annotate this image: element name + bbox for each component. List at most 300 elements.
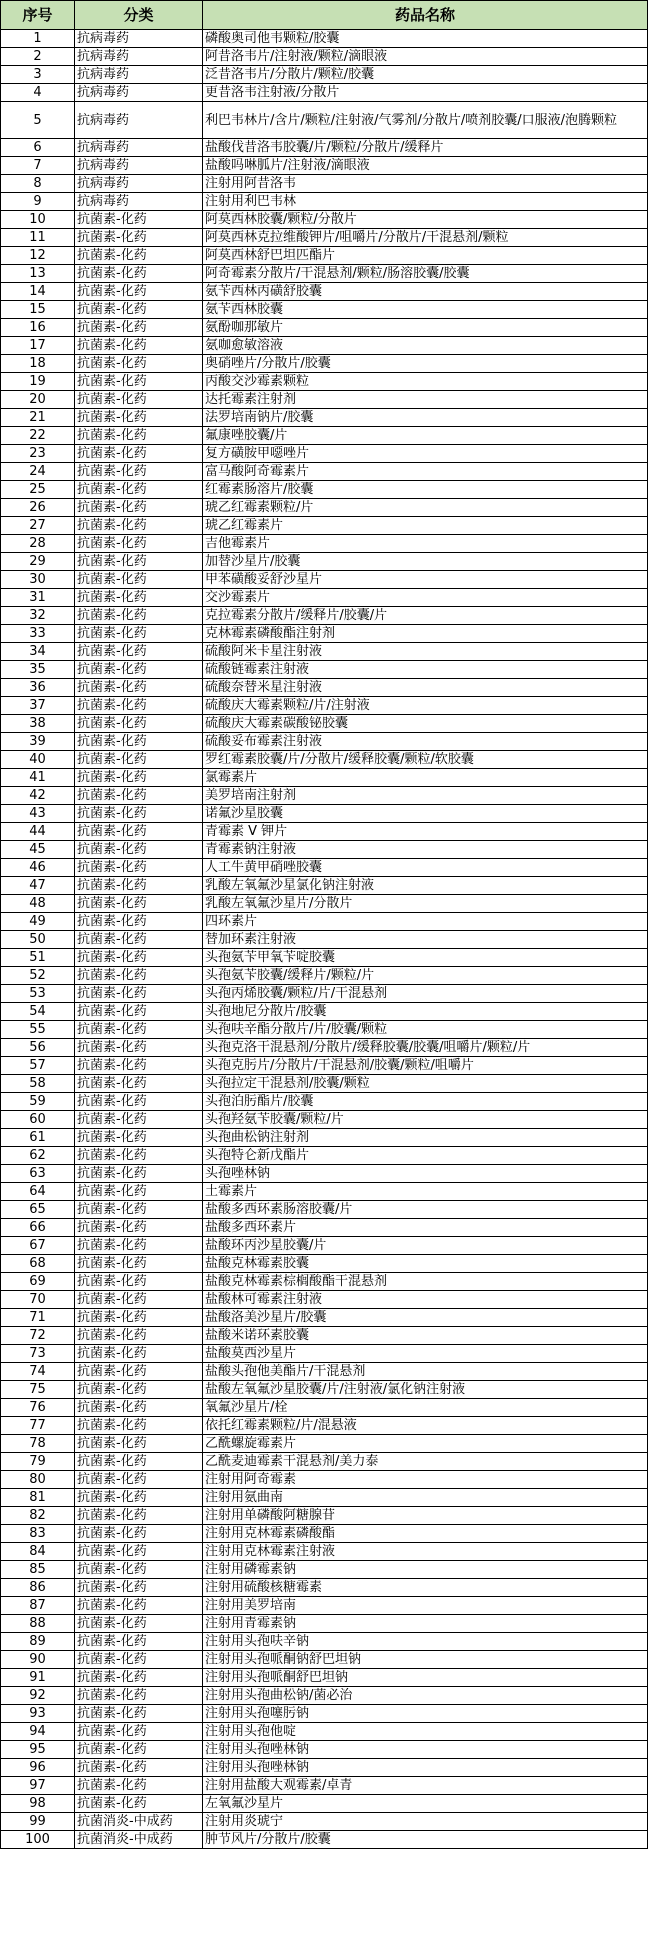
row-category: 抗菌素-化药	[75, 265, 203, 283]
row-drug-name: 硫酸妥布霉素注射液	[203, 733, 648, 751]
table-row	[1, 102, 648, 139]
row-index: 77	[1, 1417, 75, 1435]
table-row	[1, 1309, 648, 1327]
table-row	[1, 1093, 648, 1111]
row-index: 43	[1, 805, 75, 823]
table-row	[1, 1561, 648, 1579]
row-category: 抗菌素-化药	[75, 1669, 203, 1687]
row-category: 抗菌素-化药	[75, 1075, 203, 1093]
row-index: 2	[1, 48, 75, 66]
row-category: 抗菌素-化药	[75, 913, 203, 931]
row-drug-name: 头孢曲松钠注射剂	[203, 1129, 648, 1147]
row-index: 100	[1, 1831, 75, 1849]
row-drug-name: 注射用单磷酸阿糖腺苷	[203, 1507, 648, 1525]
table-row	[1, 193, 648, 211]
row-drug-name: 土霉素片	[203, 1183, 648, 1201]
table-row	[1, 913, 648, 931]
header-row	[1, 1, 648, 30]
table-row	[1, 643, 648, 661]
row-category: 抗菌素-化药	[75, 1309, 203, 1327]
table-row	[1, 301, 648, 319]
table-row	[1, 66, 648, 84]
row-index: 62	[1, 1147, 75, 1165]
row-index: 7	[1, 157, 75, 175]
row-drug-name: 青霉素钠注射液	[203, 841, 648, 859]
table-row	[1, 1327, 648, 1345]
table-row	[1, 1669, 648, 1687]
row-index: 87	[1, 1597, 75, 1615]
table-row	[1, 841, 648, 859]
row-drug-name: 头孢丙烯胶囊/颗粒/片/干混悬剂	[203, 985, 648, 1003]
row-category: 抗菌素-化药	[75, 571, 203, 589]
table-row	[1, 1777, 648, 1795]
row-drug-name: 硫酸奈替米星注射液	[203, 679, 648, 697]
row-drug-name: 注射用盐酸大观霉素/卓青	[203, 1777, 648, 1795]
row-category: 抗菌素-化药	[75, 769, 203, 787]
row-drug-name: 四环素片	[203, 913, 648, 931]
table-row	[1, 499, 648, 517]
row-category: 抗病毒药	[75, 193, 203, 211]
row-index: 33	[1, 625, 75, 643]
table-row	[1, 445, 648, 463]
row-index: 95	[1, 1741, 75, 1759]
row-index: 64	[1, 1183, 75, 1201]
table-row	[1, 337, 648, 355]
row-index: 20	[1, 391, 75, 409]
row-index: 15	[1, 301, 75, 319]
table-row	[1, 1759, 648, 1777]
table-row	[1, 715, 648, 733]
row-index: 13	[1, 265, 75, 283]
row-category: 抗菌素-化药	[75, 1453, 203, 1471]
row-category: 抗菌素-化药	[75, 1525, 203, 1543]
row-drug-name: 乳酸左氧氟沙星片/分散片	[203, 895, 648, 913]
row-index: 26	[1, 499, 75, 517]
row-drug-name: 注射用硫酸核糖霉素	[203, 1579, 648, 1597]
table-row	[1, 1183, 648, 1201]
row-drug-name: 依托红霉素颗粒/片/混悬液	[203, 1417, 648, 1435]
row-category: 抗菌素-化药	[75, 1723, 203, 1741]
row-drug-name: 富马酸阿奇霉素片	[203, 463, 648, 481]
row-category: 抗菌素-化药	[75, 1705, 203, 1723]
row-index: 72	[1, 1327, 75, 1345]
row-category: 抗菌素-化药	[75, 607, 203, 625]
row-index: 21	[1, 409, 75, 427]
row-category: 抗菌素-化药	[75, 1777, 203, 1795]
row-category: 抗菌素-化药	[75, 931, 203, 949]
row-index: 32	[1, 607, 75, 625]
table-row	[1, 1417, 648, 1435]
row-index: 60	[1, 1111, 75, 1129]
row-drug-name: 加替沙星片/胶囊	[203, 553, 648, 571]
row-index: 51	[1, 949, 75, 967]
row-category: 抗菌素-化药	[75, 553, 203, 571]
row-drug-name: 注射用阿昔洛韦	[203, 175, 648, 193]
row-index: 23	[1, 445, 75, 463]
row-index: 44	[1, 823, 75, 841]
row-index: 9	[1, 193, 75, 211]
row-drug-name: 注射用美罗培南	[203, 1597, 648, 1615]
row-drug-name: 氨咖愈敏溶液	[203, 337, 648, 355]
row-drug-name: 丙酸交沙霉素颗粒	[203, 373, 648, 391]
table-row	[1, 1687, 648, 1705]
row-category: 抗菌素-化药	[75, 1543, 203, 1561]
row-category: 抗菌素-化药	[75, 697, 203, 715]
row-index: 82	[1, 1507, 75, 1525]
table-row	[1, 1219, 648, 1237]
table-row	[1, 769, 648, 787]
row-drug-name: 盐酸克林霉素胶囊	[203, 1255, 648, 1273]
row-category: 抗菌素-化药	[75, 229, 203, 247]
row-category: 抗菌素-化药	[75, 1201, 203, 1219]
row-category: 抗病毒药	[75, 66, 203, 84]
table-row	[1, 1525, 648, 1543]
row-index: 12	[1, 247, 75, 265]
row-index: 97	[1, 1777, 75, 1795]
table-row	[1, 1381, 648, 1399]
row-category: 抗菌素-化药	[75, 1039, 203, 1057]
table-row	[1, 589, 648, 607]
table-row	[1, 1147, 648, 1165]
table-row	[1, 409, 648, 427]
table-row	[1, 1795, 648, 1813]
table-row	[1, 607, 648, 625]
row-category: 抗菌素-化药	[75, 535, 203, 553]
table-row	[1, 463, 648, 481]
row-category: 抗菌素-化药	[75, 877, 203, 895]
row-category: 抗菌素-化药	[75, 985, 203, 1003]
row-category: 抗菌素-化药	[75, 445, 203, 463]
row-index: 61	[1, 1129, 75, 1147]
row-index: 27	[1, 517, 75, 535]
row-category: 抗菌素-化药	[75, 355, 203, 373]
row-drug-name: 达托霉素注射剂	[203, 391, 648, 409]
row-index: 8	[1, 175, 75, 193]
row-category: 抗菌素-化药	[75, 895, 203, 913]
row-category: 抗菌素-化药	[75, 283, 203, 301]
row-drug-name: 盐酸多西环素肠溶胶囊/片	[203, 1201, 648, 1219]
row-drug-name: 盐酸多西环素片	[203, 1219, 648, 1237]
row-drug-name: 硫酸庆大霉素颗粒/片/注射液	[203, 697, 648, 715]
row-index: 52	[1, 967, 75, 985]
row-category: 抗菌素-化药	[75, 1183, 203, 1201]
row-drug-name: 氧氟沙星片/栓	[203, 1399, 648, 1417]
row-drug-name: 肿节风片/分散片/胶囊	[203, 1831, 648, 1849]
row-drug-name: 注射用头孢曲松钠/菌必治	[203, 1687, 648, 1705]
table-row	[1, 571, 648, 589]
table-row	[1, 805, 648, 823]
row-drug-name: 头孢拉定干混悬剂/胶囊/颗粒	[203, 1075, 648, 1093]
row-drug-name: 注射用头孢唑林钠	[203, 1759, 648, 1777]
table-row	[1, 1651, 648, 1669]
table-row	[1, 931, 648, 949]
table-row	[1, 553, 648, 571]
row-drug-name: 硫酸庆大霉素碳酸铋胶囊	[203, 715, 648, 733]
row-drug-name: 阿莫西林舒巴坦匹酯片	[203, 247, 648, 265]
row-index: 85	[1, 1561, 75, 1579]
row-drug-name: 利巴韦林片/含片/颗粒/注射液/气雾剂/分散片/喷剂胶囊/口服液/泡腾颗粒	[203, 102, 648, 139]
row-index: 79	[1, 1453, 75, 1471]
table-row	[1, 823, 648, 841]
row-drug-name: 法罗培南钠片/胶囊	[203, 409, 648, 427]
row-category: 抗菌素-化药	[75, 463, 203, 481]
table-row	[1, 1435, 648, 1453]
table-row	[1, 373, 648, 391]
row-index: 6	[1, 139, 75, 157]
table-row	[1, 949, 648, 967]
table-row	[1, 1003, 648, 1021]
row-index: 74	[1, 1363, 75, 1381]
row-index: 22	[1, 427, 75, 445]
row-index: 73	[1, 1345, 75, 1363]
row-drug-name: 盐酸米诺环素胶囊	[203, 1327, 648, 1345]
row-drug-name: 吉他霉素片	[203, 535, 648, 553]
row-drug-name: 注射用利巴韦林	[203, 193, 648, 211]
table-row	[1, 1615, 648, 1633]
row-drug-name: 人工牛黄甲硝唑胶囊	[203, 859, 648, 877]
row-drug-name: 头孢克洛干混悬剂/分散片/缓释胶囊/胶囊/咀嚼片/颗粒/片	[203, 1039, 648, 1057]
table-row	[1, 175, 648, 193]
row-index: 53	[1, 985, 75, 1003]
row-drug-name: 注射用头孢哌酮舒巴坦钠	[203, 1669, 648, 1687]
row-index: 17	[1, 337, 75, 355]
header-index: 序号	[1, 1, 75, 30]
row-drug-name: 泛昔洛韦片/分散片/颗粒/胶囊	[203, 66, 648, 84]
row-category: 抗菌素-化药	[75, 1147, 203, 1165]
table-row	[1, 1471, 648, 1489]
row-category: 抗菌素-化药	[75, 391, 203, 409]
row-category: 抗菌素-化药	[75, 1633, 203, 1651]
table-row	[1, 1831, 648, 1849]
table-row	[1, 1507, 648, 1525]
row-index: 86	[1, 1579, 75, 1597]
table-row	[1, 211, 648, 229]
row-index: 71	[1, 1309, 75, 1327]
row-drug-name: 甲苯磺酸妥舒沙星片	[203, 571, 648, 589]
row-category: 抗菌素-化药	[75, 319, 203, 337]
row-category: 抗菌素-化药	[75, 1399, 203, 1417]
row-category: 抗菌素-化药	[75, 211, 203, 229]
row-index: 63	[1, 1165, 75, 1183]
row-category: 抗菌素-化药	[75, 427, 203, 445]
row-drug-name: 阿莫西林克拉维酸钾片/咀嚼片/分散片/干混悬剂/颗粒	[203, 229, 648, 247]
row-drug-name: 氯霉素片	[203, 769, 648, 787]
row-drug-name: 诺氟沙星胶囊	[203, 805, 648, 823]
row-drug-name: 盐酸克林霉素棕榈酸酯干混悬剂	[203, 1273, 648, 1291]
row-index: 47	[1, 877, 75, 895]
row-drug-name: 盐酸环丙沙星胶囊/片	[203, 1237, 648, 1255]
row-index: 76	[1, 1399, 75, 1417]
row-index: 3	[1, 66, 75, 84]
table-row	[1, 1489, 648, 1507]
row-category: 抗菌素-化药	[75, 1093, 203, 1111]
row-category: 抗菌素-化药	[75, 481, 203, 499]
row-drug-name: 注射用炎琥宁	[203, 1813, 648, 1831]
row-index: 36	[1, 679, 75, 697]
row-index: 91	[1, 1669, 75, 1687]
table-row	[1, 1021, 648, 1039]
row-index: 59	[1, 1093, 75, 1111]
table-row	[1, 1723, 648, 1741]
table-row	[1, 517, 648, 535]
table-row	[1, 787, 648, 805]
row-category: 抗菌素-化药	[75, 1237, 203, 1255]
row-drug-name: 替加环素注射液	[203, 931, 648, 949]
table-row	[1, 319, 648, 337]
row-drug-name: 盐酸莫西沙星片	[203, 1345, 648, 1363]
table-row	[1, 859, 648, 877]
row-category: 抗菌素-化药	[75, 1273, 203, 1291]
row-category: 抗菌素-化药	[75, 499, 203, 517]
row-index: 37	[1, 697, 75, 715]
table-row	[1, 661, 648, 679]
row-index: 57	[1, 1057, 75, 1075]
row-index: 94	[1, 1723, 75, 1741]
table-row	[1, 679, 648, 697]
row-drug-name: 头孢氨苄甲氧苄啶胶囊	[203, 949, 648, 967]
row-category: 抗菌素-化药	[75, 661, 203, 679]
row-index: 1	[1, 30, 75, 48]
row-drug-name: 头孢呋辛酯分散片/片/胶囊/颗粒	[203, 1021, 648, 1039]
row-category: 抗菌素-化药	[75, 589, 203, 607]
row-drug-name: 硫酸阿米卡星注射液	[203, 643, 648, 661]
row-drug-name: 注射用克林霉素注射液	[203, 1543, 648, 1561]
row-category: 抗病毒药	[75, 102, 203, 139]
row-category: 抗菌素-化药	[75, 1003, 203, 1021]
table-row	[1, 1633, 648, 1651]
table-row	[1, 895, 648, 913]
row-category: 抗菌素-化药	[75, 247, 203, 265]
table-row	[1, 48, 648, 66]
table-row	[1, 1543, 648, 1561]
row-drug-name: 乳酸左氧氟沙星氯化钠注射液	[203, 877, 648, 895]
row-category: 抗菌素-化药	[75, 1057, 203, 1075]
row-index: 4	[1, 84, 75, 102]
row-index: 92	[1, 1687, 75, 1705]
row-drug-name: 头孢羟氨苄胶囊/颗粒/片	[203, 1111, 648, 1129]
row-category: 抗菌素-化药	[75, 1345, 203, 1363]
row-category: 抗菌素-化药	[75, 1471, 203, 1489]
table-row	[1, 1201, 648, 1219]
row-category: 抗菌素-化药	[75, 1579, 203, 1597]
row-index: 81	[1, 1489, 75, 1507]
table-row	[1, 157, 648, 175]
row-drug-name: 头孢克肟片/分散片/干混悬剂/胶囊/颗粒/咀嚼片	[203, 1057, 648, 1075]
table-row	[1, 1741, 648, 1759]
row-index: 18	[1, 355, 75, 373]
row-index: 29	[1, 553, 75, 571]
table-row	[1, 1363, 648, 1381]
table-row	[1, 1057, 648, 1075]
row-drug-name: 注射用头孢噻肟钠	[203, 1705, 648, 1723]
row-drug-name: 更昔洛韦注射液/分散片	[203, 84, 648, 102]
row-drug-name: 青霉素 V 钾片	[203, 823, 648, 841]
row-index: 35	[1, 661, 75, 679]
row-drug-name: 乙酰螺旋霉素片	[203, 1435, 648, 1453]
row-drug-name: 琥乙红霉素颗粒/片	[203, 499, 648, 517]
row-index: 66	[1, 1219, 75, 1237]
table-row	[1, 1237, 648, 1255]
row-category: 抗菌素-化药	[75, 715, 203, 733]
row-index: 67	[1, 1237, 75, 1255]
row-drug-name: 美罗培南注射剂	[203, 787, 648, 805]
row-drug-name: 盐酸洛美沙星片/胶囊	[203, 1309, 648, 1327]
row-index: 88	[1, 1615, 75, 1633]
row-index: 19	[1, 373, 75, 391]
row-drug-name: 盐酸林可霉素注射液	[203, 1291, 648, 1309]
row-category: 抗病毒药	[75, 48, 203, 66]
row-index: 68	[1, 1255, 75, 1273]
row-drug-name: 硫酸链霉素注射液	[203, 661, 648, 679]
row-index: 70	[1, 1291, 75, 1309]
row-category: 抗菌素-化药	[75, 1381, 203, 1399]
table-row	[1, 247, 648, 265]
row-index: 75	[1, 1381, 75, 1399]
row-drug-name: 头孢地尼分散片/胶囊	[203, 1003, 648, 1021]
row-drug-name: 乙酰麦迪霉素干混悬剂/美力泰	[203, 1453, 648, 1471]
table-row	[1, 1579, 648, 1597]
row-category: 抗菌素-化药	[75, 1291, 203, 1309]
row-category: 抗病毒药	[75, 139, 203, 157]
row-category: 抗菌素-化药	[75, 679, 203, 697]
row-drug-name: 注射用氨曲南	[203, 1489, 648, 1507]
row-index: 16	[1, 319, 75, 337]
row-index: 54	[1, 1003, 75, 1021]
row-drug-name: 头孢特仑新戊酯片	[203, 1147, 648, 1165]
row-category: 抗菌素-化药	[75, 1111, 203, 1129]
row-drug-name: 罗红霉素胶囊/片/分散片/缓释胶囊/颗粒/软胶囊	[203, 751, 648, 769]
row-drug-name: 磷酸奥司他韦颗粒/胶囊	[203, 30, 648, 48]
row-drug-name: 阿昔洛韦片/注射液/颗粒/滴眼液	[203, 48, 648, 66]
table-row	[1, 1597, 648, 1615]
table-row	[1, 1399, 648, 1417]
row-category: 抗菌素-化药	[75, 787, 203, 805]
row-category: 抗病毒药	[75, 157, 203, 175]
row-category: 抗菌素-化药	[75, 1165, 203, 1183]
row-drug-name: 注射用克林霉素磷酸酯	[203, 1525, 648, 1543]
row-index: 28	[1, 535, 75, 553]
row-index: 41	[1, 769, 75, 787]
row-index: 50	[1, 931, 75, 949]
row-drug-name: 盐酸伐昔洛韦胶囊/片/颗粒/分散片/缓释片	[203, 139, 648, 157]
table-row	[1, 1453, 648, 1471]
row-index: 34	[1, 643, 75, 661]
table-row	[1, 481, 648, 499]
row-category: 抗菌素-化药	[75, 805, 203, 823]
row-index: 98	[1, 1795, 75, 1813]
row-category: 抗菌素-化药	[75, 643, 203, 661]
row-drug-name: 注射用阿奇霉素	[203, 1471, 648, 1489]
table-row	[1, 625, 648, 643]
row-drug-name: 克拉霉素分散片/缓释片/胶囊/片	[203, 607, 648, 625]
table-row	[1, 733, 648, 751]
row-category: 抗菌素-化药	[75, 1129, 203, 1147]
row-category: 抗菌素-化药	[75, 373, 203, 391]
row-drug-name: 注射用青霉素钠	[203, 1615, 648, 1633]
table-row	[1, 355, 648, 373]
row-index: 55	[1, 1021, 75, 1039]
row-index: 89	[1, 1633, 75, 1651]
row-category: 抗菌素-化药	[75, 1489, 203, 1507]
table-row	[1, 967, 648, 985]
row-drug-name: 克林霉素磷酸酯注射剂	[203, 625, 648, 643]
row-drug-name: 盐酸左氧氟沙星胶囊/片/注射液/氯化钠注射液	[203, 1381, 648, 1399]
row-drug-name: 注射用头孢哌酮钠舒巴坦钠	[203, 1651, 648, 1669]
table-row	[1, 1165, 648, 1183]
row-category: 抗菌素-化药	[75, 1597, 203, 1615]
row-drug-name: 奥硝唑片/分散片/胶囊	[203, 355, 648, 373]
row-category: 抗菌素-化药	[75, 337, 203, 355]
